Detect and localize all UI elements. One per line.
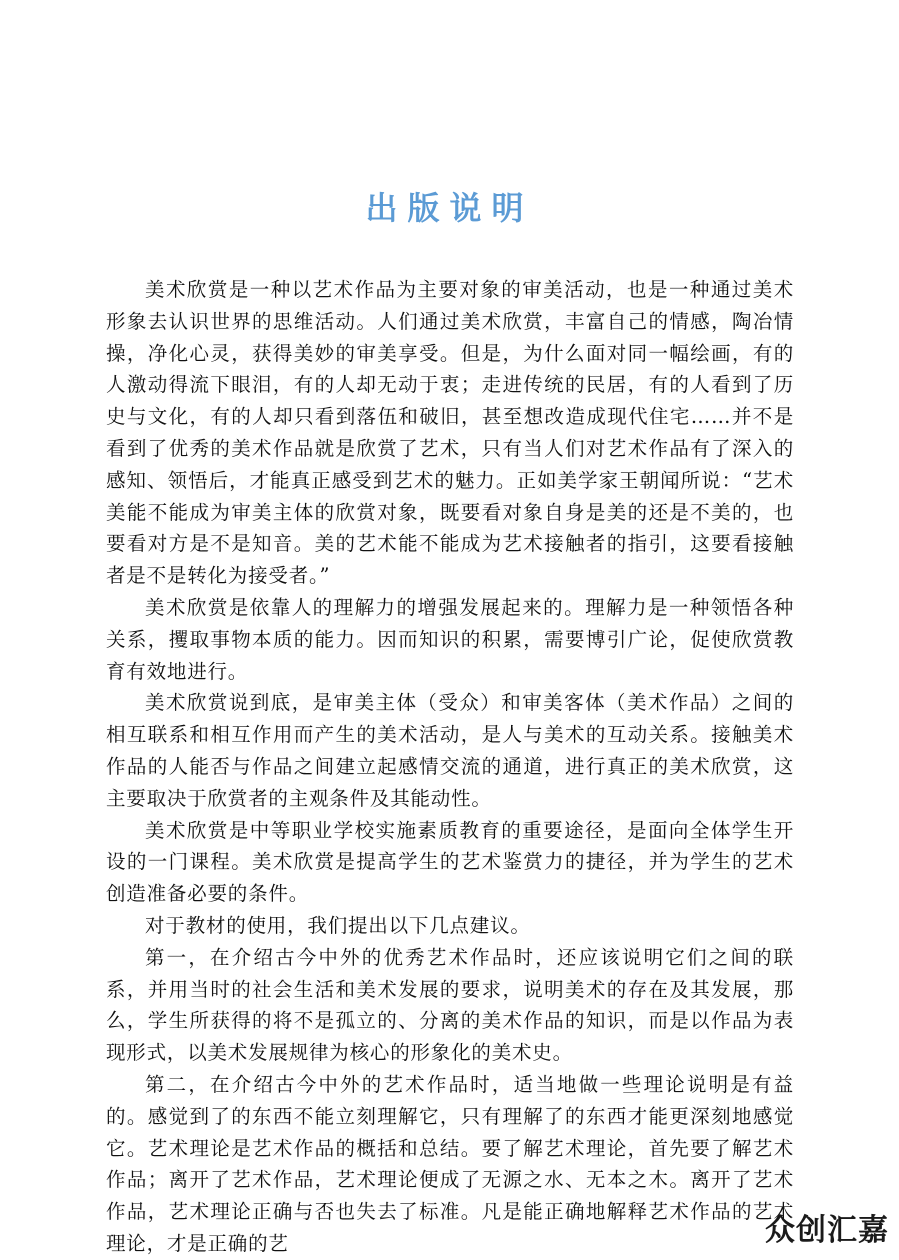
paragraph-1: 美术欣赏是一种以艺术作品为主要对象的审美活动，也是一种通过美术形象去认识世界的思维活动。人们通过美术欣赏，丰富自己的情感，陶冶情操，净化心灵，获得美妙的审美享受。但是，为什么面对同一幅绘画，有的人激动得流下眼泪，有的人却无动于衷；走进传统的民居，有的人看到了历史与文化，有的人却只看到落伍和破旧，甚至想改造成现代住宅……并不是看到了优秀的美术作品就是欣赏了艺术，只有当人们对艺术作品有了深入的感知、领悟后，才能真正感受到艺术的魅力。正如美学家王朝闻所说：“艺术美能不能成为审美主体的欣赏对象，既要看对象自身是美的还是不美的，也要看对方是不是知音。美的艺术能不能成为艺术接触者的指引，这要看接触者是不是转化为接受者。” [106, 278, 794, 588]
paragraph-3: 美术欣赏说到底，是审美主体（受众）和审美客体（美术作品）之间的相互联系和相互作用而产生的美术活动，是人与美术的互动关系。接触美术作品的人能否与作品之间建立起感情交流的通道，进行真正的美术欣赏，这主要取决于欣赏者的主观条件及其能动性。 [106, 691, 794, 810]
paragraph-2: 美术欣赏是依靠人的理解力的增强发展起来的。理解力是一种领悟各种关系，攫取事物本质的能力。因而知识的积累，需要博引广论，促使欣赏教育有效地进行。 [106, 595, 794, 683]
watermark-logo: 众创汇嘉 [765, 1213, 889, 1248]
paragraph-6: 第一，在介绍古今中外的优秀艺术作品时，还应该说明它们之间的联系，并用当时的社会生活和美术发展的要求，说明美术的存在及其发展，那么，学生所获得的将不是孤立的、分离的美术作品的知识，而是以作品为表现形式，以美术发展规律为核心的形象化的美术史。 [106, 945, 794, 1065]
paragraph-4: 美术欣赏是中等职业学校实施素质教育的重要途径，是面向全体学生开设的一门课程。美术欣赏是提高学生的艺术鉴赏力的捷径，并为学生的艺术创造准备必要的条件。 [106, 818, 794, 906]
paragraph-7: 第二，在介绍古今中外的艺术作品时，适当地做一些理论说明是有益的。感觉到了的东西不能立刻理解它，只有理解了的东西才能更深刻地感觉它。艺术理论是艺术作品的概括和总结。要了解艺术理论，首先要了解艺术作品；离开了艺术作品，艺术理论便成了无源之水、无本之木。离开了艺术作品，艺术理论正确与否也失去了标准。凡是能正确地解释艺术作品的艺术理论，才是正确的艺 [106, 1072, 794, 1255]
body-text [106, 274, 794, 1260]
paragraph-5: 对于教材的使用，我们提出以下几点建议。 [145, 913, 531, 937]
page-title: 出版说明 [365, 189, 534, 227]
